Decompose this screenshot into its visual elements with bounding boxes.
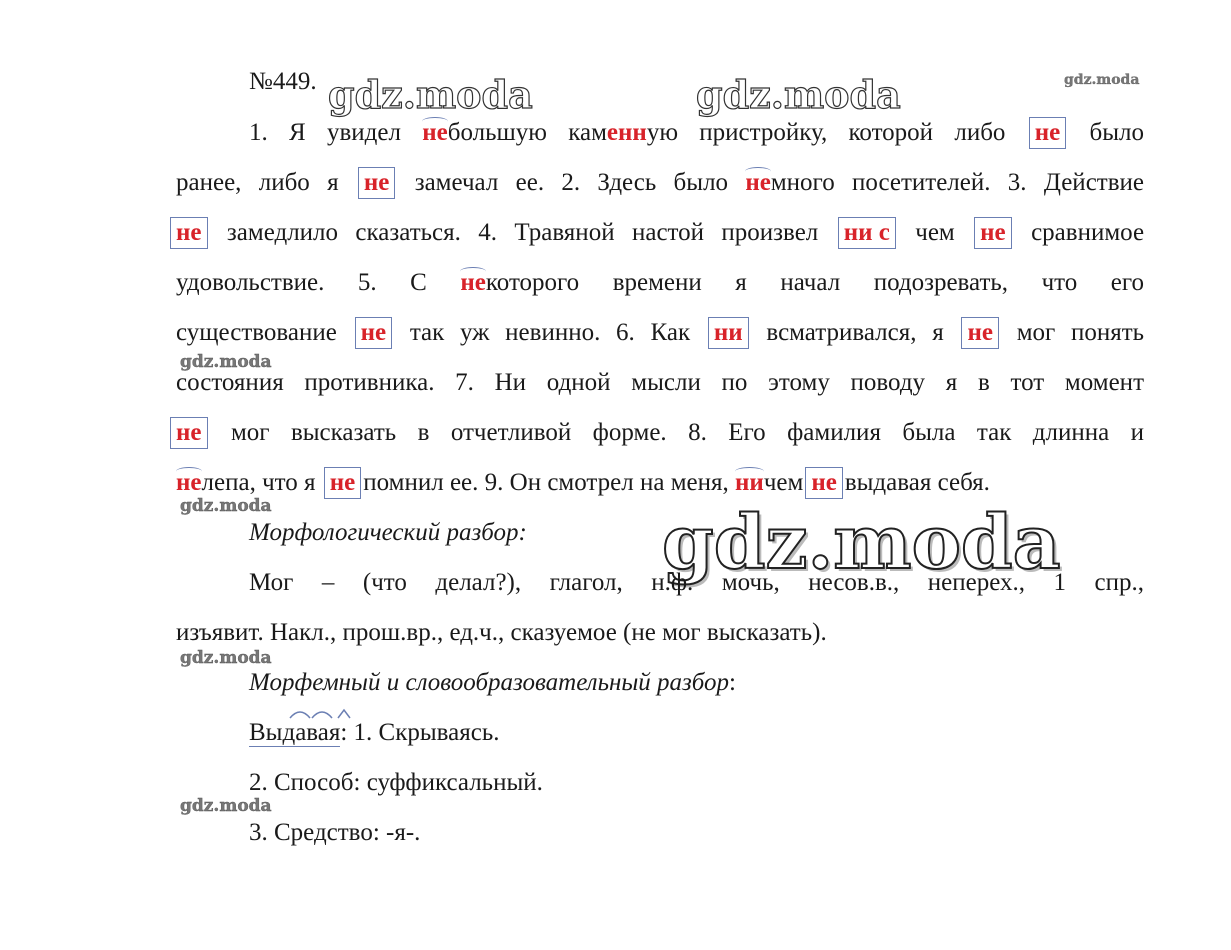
exercise-line-1: 1. Я увидел небольшую каменную пристройку, которой либо не было <box>249 113 1144 153</box>
morpheme-heading: Морфемный и словообразовательный разбор: <box>249 669 736 696</box>
exercise-line-2: ранее, либо я не замечал ее. 2. Здесь было немного посетителей. 3. Действие <box>176 163 1144 203</box>
watermark: gdz.moda <box>180 796 272 816</box>
exercise-line-8: нелепа, что я не помнил ее. 9. Он смотрел на меня, ничем не выдавая себя. <box>176 463 1144 503</box>
exercise-line-7: не мог высказать в отчетливой форме. 8. Его фамилия была так длинна и <box>168 413 1144 453</box>
morph-line-2: изъявит. Накл., прош.вр., ед.ч., сказуемое (не мог высказать). <box>176 619 827 646</box>
morph-heading: Морфологический разбор: <box>249 519 527 546</box>
watermark: gdz.moda <box>180 496 272 516</box>
watermark: gdz.moda <box>696 72 901 117</box>
morpheme-item-3: 3. Средство: -я-. <box>249 819 421 846</box>
exercise-line-4: удовольствие. 5. С некоторого времени я начал подозревать, что его <box>176 269 1144 296</box>
exercise-line-3: не замедлило сказаться. 4. Травяной настой произвел ни с чем не сравнимое <box>168 213 1144 253</box>
exercise-line-6: состояния противника. 7. Ни одной мысли по этому поводу я в тот момент <box>176 369 1144 396</box>
watermark: gdz.moda <box>328 72 533 117</box>
watermark: gdz.moda <box>180 648 272 668</box>
morpheme-item-1: Выдавая: 1. Скрываясь. <box>249 719 500 746</box>
morph-line-1: Мог – (что делал?), глагол, н.ф. мочь, несов.в., неперех., 1 спр., <box>249 569 1144 596</box>
morpheme-item-2: 2. Способ: суффиксальный. <box>249 769 543 796</box>
watermark: gdz.moda <box>662 500 1061 586</box>
exercise-line-5: существование не так уж невинно. 6. Как ни всматривался, я не мог понять <box>176 313 1144 353</box>
task-number: №449. <box>249 68 317 95</box>
watermark: gdz.moda <box>1064 72 1140 88</box>
watermark: gdz.moda <box>180 352 272 372</box>
analyzed-word: Выдавая <box>249 719 341 746</box>
